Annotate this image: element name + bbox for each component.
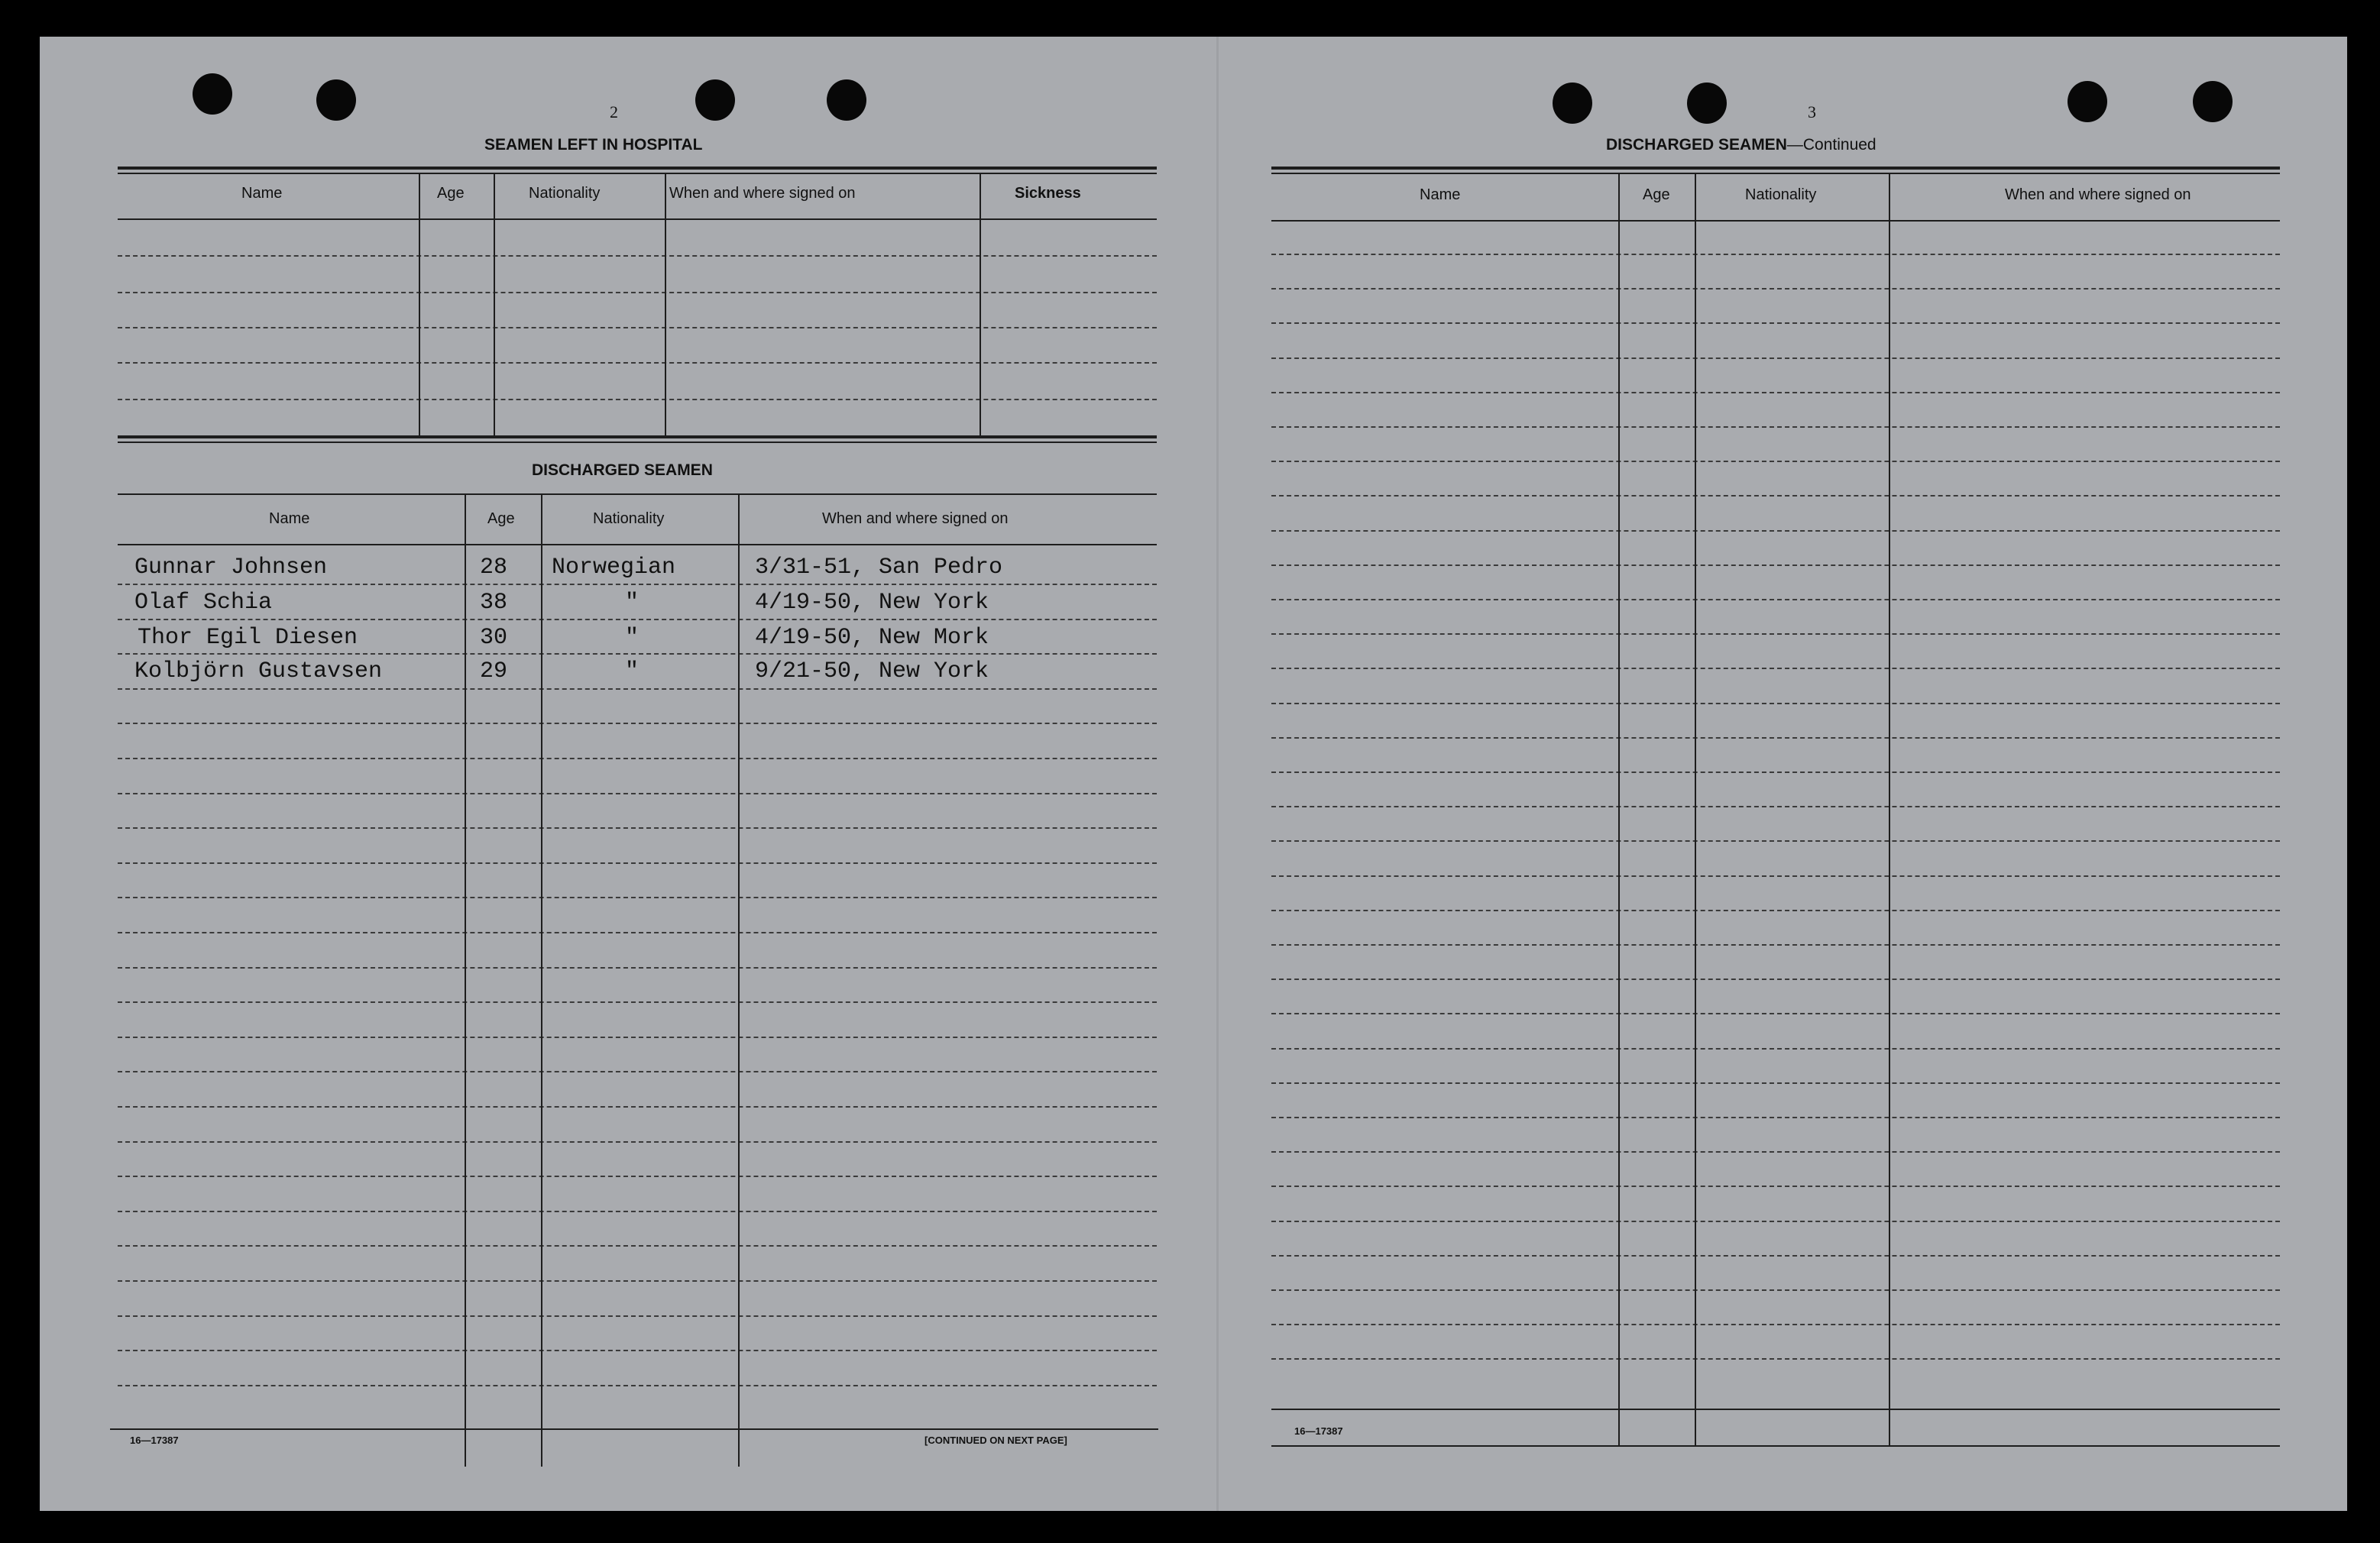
ruled-line: [118, 1071, 1157, 1072]
hospital-header-sickness: Sickness: [1015, 185, 1081, 202]
ruled-line: [1271, 1221, 2280, 1222]
ruled-line: [1271, 392, 2280, 393]
ruled-line: [118, 897, 1157, 898]
ruled-line: [1271, 633, 2280, 635]
table-row: [40, 658, 1216, 687]
seaman-nationality: ": [625, 590, 640, 616]
seaman-signed-on: 3/31-51, San Pedro: [755, 555, 1003, 581]
ruled-line: [118, 1037, 1157, 1038]
ruled-line: [1271, 254, 2280, 255]
ruled-line: [1271, 530, 2280, 532]
hospital-header-nationality: Nationality: [529, 185, 601, 202]
seaman-name: Olaf Schia: [134, 590, 273, 616]
seaman-name: Kolbjörn Gustavsen: [134, 658, 383, 684]
left-page: [40, 37, 1216, 1511]
header-signed-on: When and where signed on: [2005, 186, 2191, 203]
discharged-continued-title: [1606, 136, 1876, 154]
ruled-line: [1271, 1082, 2280, 1084]
discharged-section-title: DISCHARGED SEAMEN: [532, 461, 713, 479]
ruled-line: [118, 1176, 1157, 1177]
seaman-nationality: Norwegian: [552, 555, 676, 581]
discharged-header-age: Age: [487, 510, 515, 527]
ruled-line: [118, 967, 1157, 969]
ruled-line: [1271, 875, 2280, 877]
seaman-name: Gunnar Johnsen: [134, 555, 328, 581]
ruled-line: [1271, 495, 2280, 497]
discharged-header-signed-on: When and where signed on: [822, 510, 1009, 527]
ruled-line: [1271, 564, 2280, 566]
ruled-line: [1271, 322, 2280, 324]
ruled-line: [1271, 599, 2280, 600]
ruled-line: [1271, 1117, 2280, 1118]
table-row: [40, 625, 1216, 654]
ruled-line: [1271, 1048, 2280, 1050]
seaman-age: 30: [480, 625, 508, 651]
ruled-line: [118, 1280, 1157, 1282]
seaman-signed-on: 9/21-50, New York: [755, 658, 989, 684]
header-age: Age: [1643, 186, 1670, 203]
ruled-line: [1271, 806, 2280, 807]
ruled-line: [118, 758, 1157, 759]
hospital-header-signed-on: When and where signed on: [669, 185, 856, 202]
ruled-line: [118, 827, 1157, 829]
ruled-line: [118, 1315, 1157, 1317]
document-sheet: [40, 37, 2347, 1511]
ruled-line: [1271, 426, 2280, 428]
ruled-line: [1271, 1324, 2280, 1325]
ruled-line: [1271, 1186, 2280, 1187]
header-name: Name: [1420, 186, 1461, 203]
continued-note: [CONTINUED ON NEXT PAGE]: [924, 1435, 1067, 1446]
ruled-line: [1271, 1151, 2280, 1153]
ruled-line: [118, 1245, 1157, 1247]
ruled-line: [1271, 1289, 2280, 1291]
ruled-line: [118, 862, 1157, 864]
ruled-line: [1271, 944, 2280, 946]
seaman-age: 28: [480, 555, 508, 581]
ruled-line: [118, 619, 1157, 620]
ruled-line: [1271, 461, 2280, 462]
ruled-line: [118, 1106, 1157, 1108]
hospital-header-age: Age: [437, 185, 465, 202]
right-page: [1216, 37, 2347, 1511]
seaman-age: 29: [480, 658, 508, 684]
ruled-line: [118, 584, 1157, 585]
title-main: DISCHARGED SEAMEN: [1606, 136, 1787, 154]
form-number: 16—17387: [130, 1435, 179, 1446]
seaman-signed-on: 4/19-50, New York: [755, 590, 989, 616]
ruled-line: [1271, 772, 2280, 773]
ruled-line: [1271, 288, 2280, 290]
page-number: 3: [1808, 102, 1816, 121]
header-nationality: Nationality: [1745, 186, 1817, 203]
ruled-line: [118, 793, 1157, 794]
ruled-line: [118, 932, 1157, 933]
form-number: 16—17387: [1294, 1425, 1343, 1437]
seaman-nationality: ": [625, 658, 640, 684]
seaman-age: 38: [480, 590, 508, 616]
ruled-line: [1271, 1255, 2280, 1257]
ruled-line: [118, 723, 1157, 724]
table-row: [40, 590, 1216, 619]
hospital-header-name: Name: [241, 185, 283, 202]
seaman-signed-on: 4/19-50, New Mork: [755, 625, 989, 651]
ruled-line: [118, 1385, 1157, 1386]
discharged-header-nationality: Nationality: [593, 510, 665, 527]
discharged-header-name: Name: [269, 510, 310, 527]
ruled-line: [118, 688, 1157, 690]
ruled-line: [1271, 737, 2280, 739]
hospital-section-title: SEAMEN LEFT IN HOSPITAL: [484, 136, 703, 154]
ruled-line: [118, 1350, 1157, 1351]
ruled-line: [1271, 979, 2280, 980]
ruled-line: [1271, 668, 2280, 669]
seaman-name: Thor Egil Diesen: [138, 625, 358, 651]
ruled-line: [1271, 1013, 2280, 1014]
ruled-line: [118, 1141, 1157, 1143]
seaman-nationality: ": [625, 625, 640, 651]
ruled-line: [118, 1001, 1157, 1003]
page-number: 2: [610, 102, 618, 121]
title-suffix: —Continued: [1786, 136, 1876, 154]
ruled-line: [1271, 703, 2280, 704]
ruled-line: [1271, 840, 2280, 842]
ruled-line: [1271, 910, 2280, 911]
table-row: [40, 555, 1216, 584]
ruled-line: [1271, 1358, 2280, 1360]
ruled-line: [1271, 357, 2280, 359]
ruled-line: [118, 1211, 1157, 1212]
